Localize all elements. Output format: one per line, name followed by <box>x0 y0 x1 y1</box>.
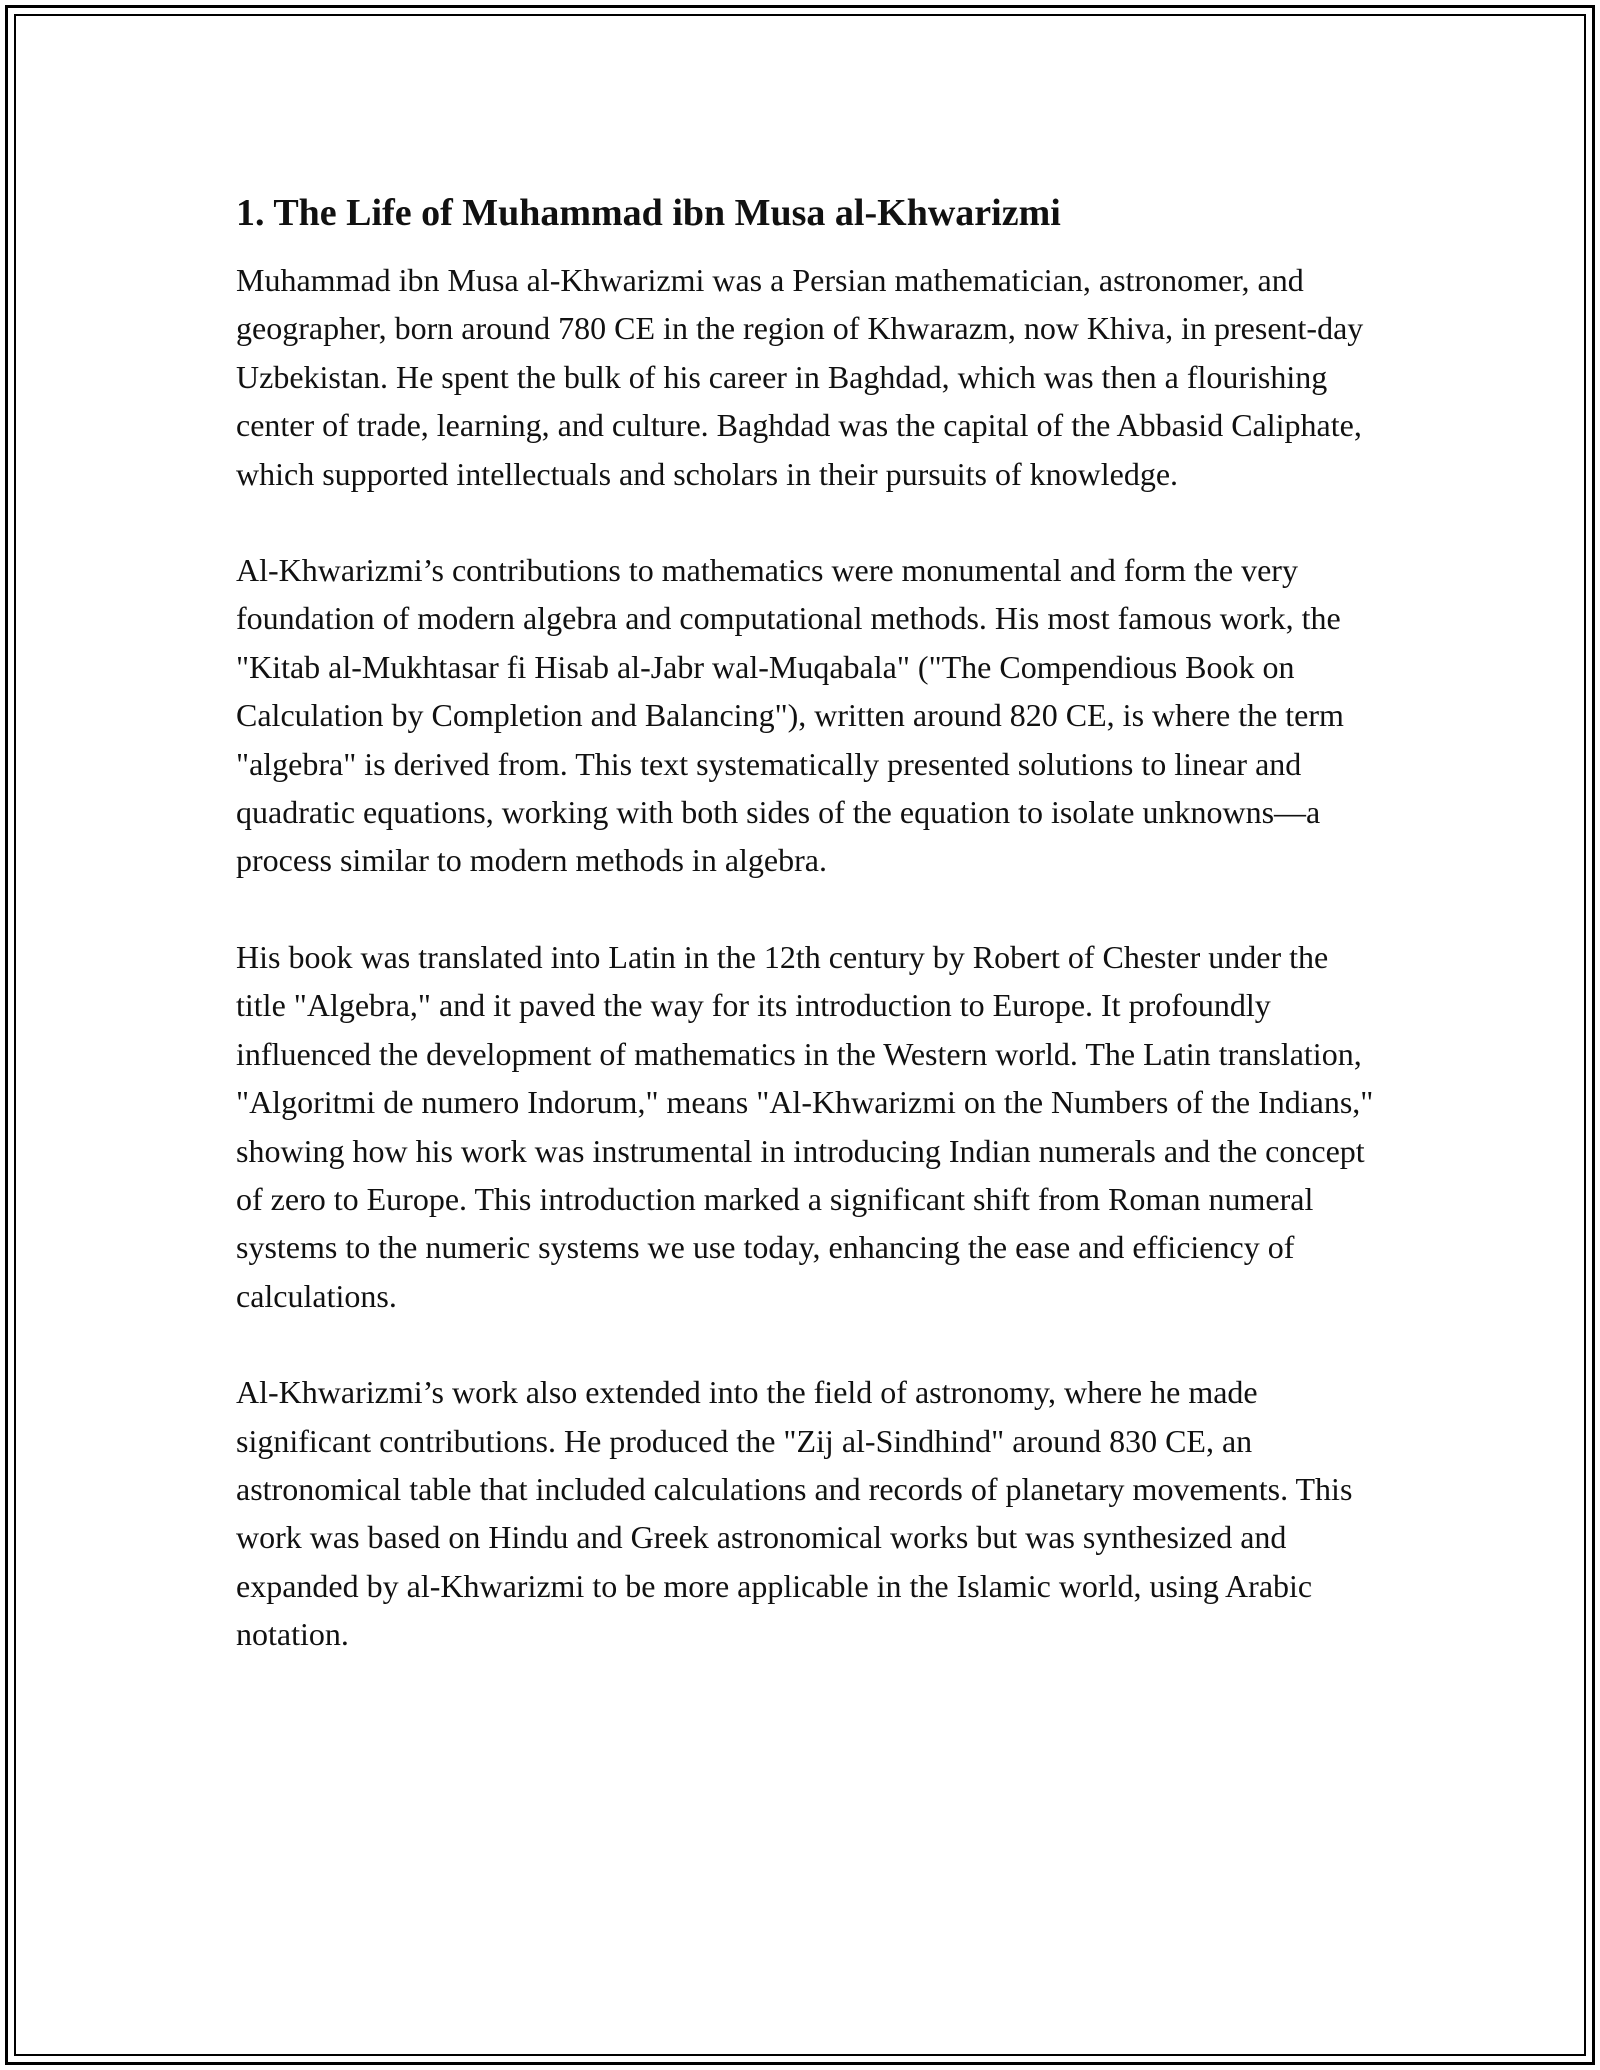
paragraph-mathematics: Al-Khwarizmi’s contributions to mathematics were monumental and form the very foundation of modern algebra and computational methods. His most famous work, the "Kitab al-Mukhtasar fi Hisab al-Jabr wal-Muqabala" ("The Compendious Book on Calculation by Completion and Balancing"), written around 820 CE, is where the term "algebra" is derived from. This text systematically presented solutions to linear and quadratic equations, working with both sides of the equation to isolate unknowns—a process similar to modern methods in algebra. <box>236 552 1344 879</box>
paragraph-translation: His book was translated into Latin in the 12th century by Robert of Chester under the title "Algebra," and it paved the way for its introduction to Europe. It profoundly influenced the development of mathematics in the Western world. The Latin translation, "Algoritmi de numero Indorum," means "Al-Khwarizmi on the Numbers of the Indians," showing how his work was instrumental in introducing Indian numerals and the concept of zero to Europe. This introduction marked a significant shift from Roman numeral systems to the numeric systems we use today, enhancing the ease and efficiency of calculations. <box>236 938 1374 1314</box>
document-body <box>236 186 1376 1707</box>
paragraph-astronomy: Al-Khwarizmi’s work also extended into the field of astronomy, where he made significant contributions. He produced the "Zij al-Sindhind" around 830 CE, an astronomical table that included calculations and records of planetary movements. This work was based on Hindu and Greek astronomical works but was synthesized and expanded by al-Khwarizmi to be more applicable in the Islamic world, using Arabic notation. <box>236 1374 1353 1653</box>
section-heading: 1. The Life of Muhammad ibn Musa al-Khwarizmi <box>236 192 1061 234</box>
paragraph-life: Muhammad ibn Musa al-Khwarizmi was a Persian mathematician, astronomer, and geographer, born around 780 CE in the region of Khwarazm, now Khiva, in present-day Uzbekistan. He spent the bulk of his career in Baghdad, which was then a flourishing center of trade, learning, and culture. Baghdad was the capital of the Abbasid Caliphate, which supported intellectuals and scholars in their pursuits of knowledge. <box>236 262 1364 492</box>
